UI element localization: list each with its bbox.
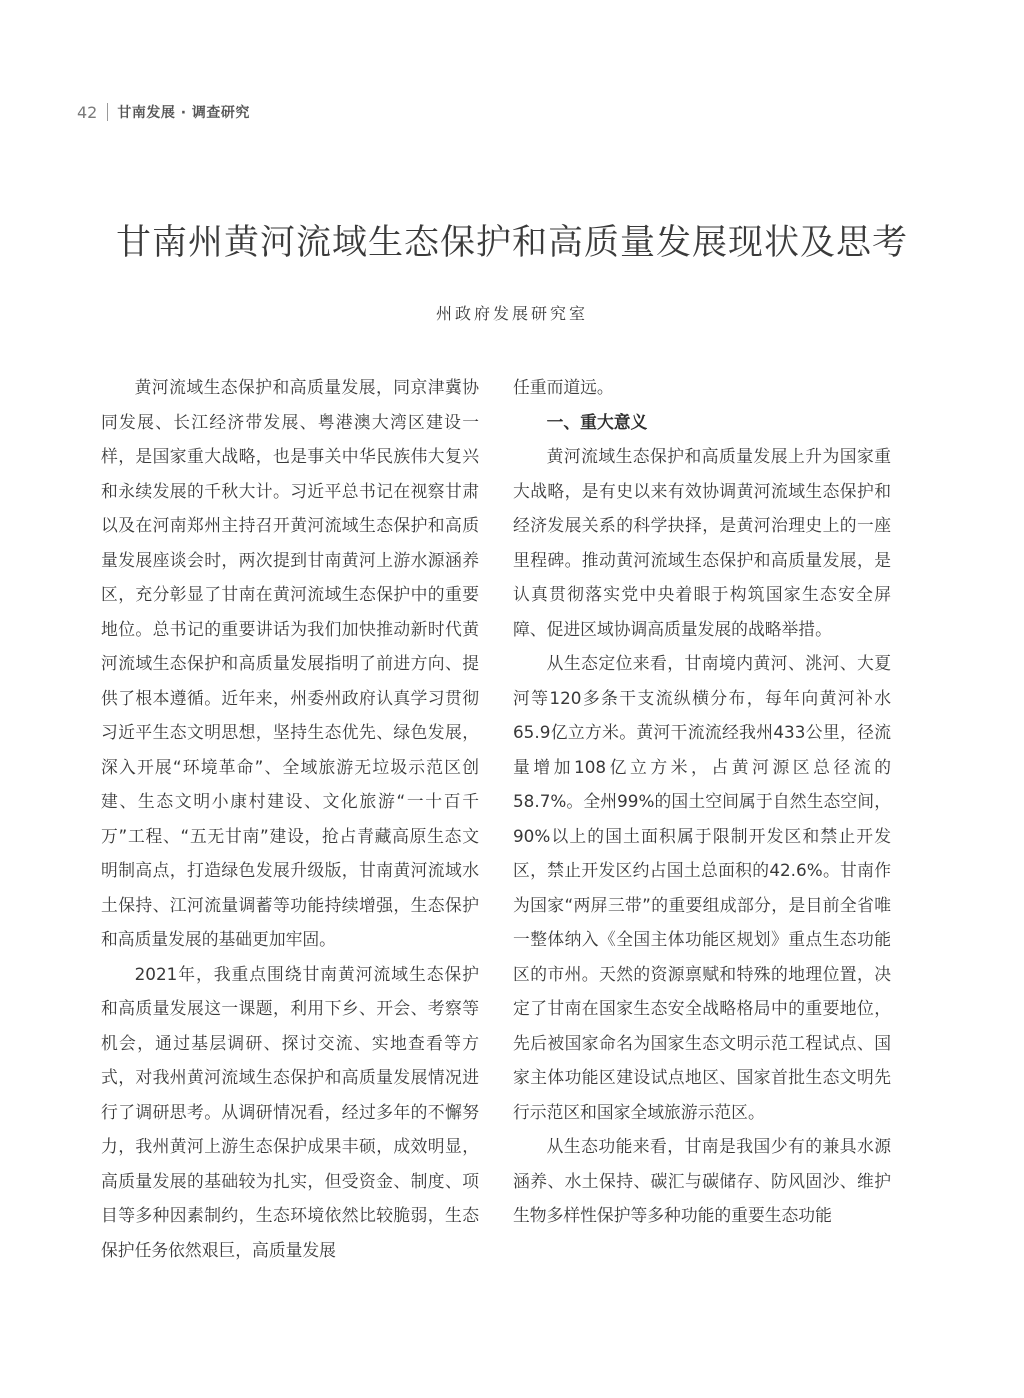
right-paragraph-continuation: 任重而道远。 <box>513 377 614 397</box>
right-paragraph-3: 从生态功能来看，甘南是我国少有的兼具水源涵养、水土保持、碳汇与碳储存、防风固沙、维护生物多样性保护等多种功能的重要生态功能 <box>513 1136 891 1225</box>
right-paragraph-2: 从生态定位来看，甘南境内黄河、洮河、大夏河等120多条干支流纵横分布，每年向黄河补水65.9亿立方米。黄河干流流经我州433公里，径流量增加108亿立方米，占黄河源区总径流的58.7%。全州99%的国土空间属于自然生态空间，90%以上的国土面积属于限制开发区和禁止开发区，禁止开发区约占国土总面积的42.6%。甘南作为国家“两屏三带”的重要组成部分，是目前全省唯一整体纳入《全国主体功能区规划》重点生态功能区的市州。天然的资源禀赋和特殊的地理位置，决定了甘南在国家生态安全战略格局中的重要地位，先后被国家命名为国家生态文明示范工程试点、国家主体功能区建设试点地区、国家首批生态文明先行示范区和国家全域旅游示范区。 <box>513 653 891 1122</box>
article-author: 州政府发展研究室 <box>435 304 588 323</box>
running-header <box>77 100 250 124</box>
right-column <box>513 370 891 1233</box>
header-divider <box>107 103 108 121</box>
left-column <box>101 370 479 1267</box>
left-paragraph-1: 黄河流域生态保护和高质量发展，同京津冀协同发展、长江经济带发展、粤港澳大湾区建设一样，是国家重大战略，也是事关中华民族伟大复兴和永续发展的千秋大计。习近平总书记在视察甘肃以及在河南郑州主持召开黄河流域生态保护和高质量发展座谈会时，两次提到甘南黄河上游水源涵养区，充分彰显了甘南在黄河流域生态保护中的重要地位。总书记的重要讲话为我们加快推动新时代黄河流域生态保护和高质量发展指明了前进方向、提供了根本遵循。近年来，州委州政府认真学习贯彻习近平生态文明思想，坚持生态优先、绿色发展，深入开展“环境革命”、全域旅游无垃圾示范区创建、生态文明小康村建设、文化旅游“一十百千万”工程、“五无甘南”建设，抢占青藏高原生态文明制高点，打造绿色发展升级版，甘南黄河流域水土保持、江河流量调蓄等功能持续增强，生态保护和高质量发展的基础更加牢固。 <box>101 377 479 949</box>
section-heading: 一、重大意义 <box>546 411 648 432</box>
right-paragraph-1: 黄河流域生态保护和高质量发展上升为国家重大战略，是有史以来有效协调黄河流域生态保护和经济发展关系的科学抉择，是黄河治理史上的一座里程碑。推动黄河流域生态保护和高质量发展，是认真贯彻落实党中央着眼于构筑国家生态安全屏障、促进区域协调高质量发展的战略举措。 <box>513 446 891 639</box>
section-name: 甘南发展 · 调查研究 <box>117 105 250 121</box>
page-number: 42 <box>77 102 98 122</box>
left-paragraph-2: 2021年，我重点围绕甘南黄河流域生态保护和高质量发展这一课题，利用下乡、开会、考察等机会，通过基层调研、探讨交流、实地查看等方式，对我州黄河流域生态保护和高质量发展情况进行了调研思考。从调研情况看，经过多年的不懈努力，我州黄河上游生态保护成果丰硕，成效明显，高质量发展的基础较为扎实，但受资金、制度、项目等多种因素制约，生态环境依然比较脆弱，生态保护任务依然艰巨，高质量发展 <box>101 963 479 1260</box>
article-title: 甘南州黄河流域生态保护和高质量发展现状及思考 <box>115 223 908 263</box>
